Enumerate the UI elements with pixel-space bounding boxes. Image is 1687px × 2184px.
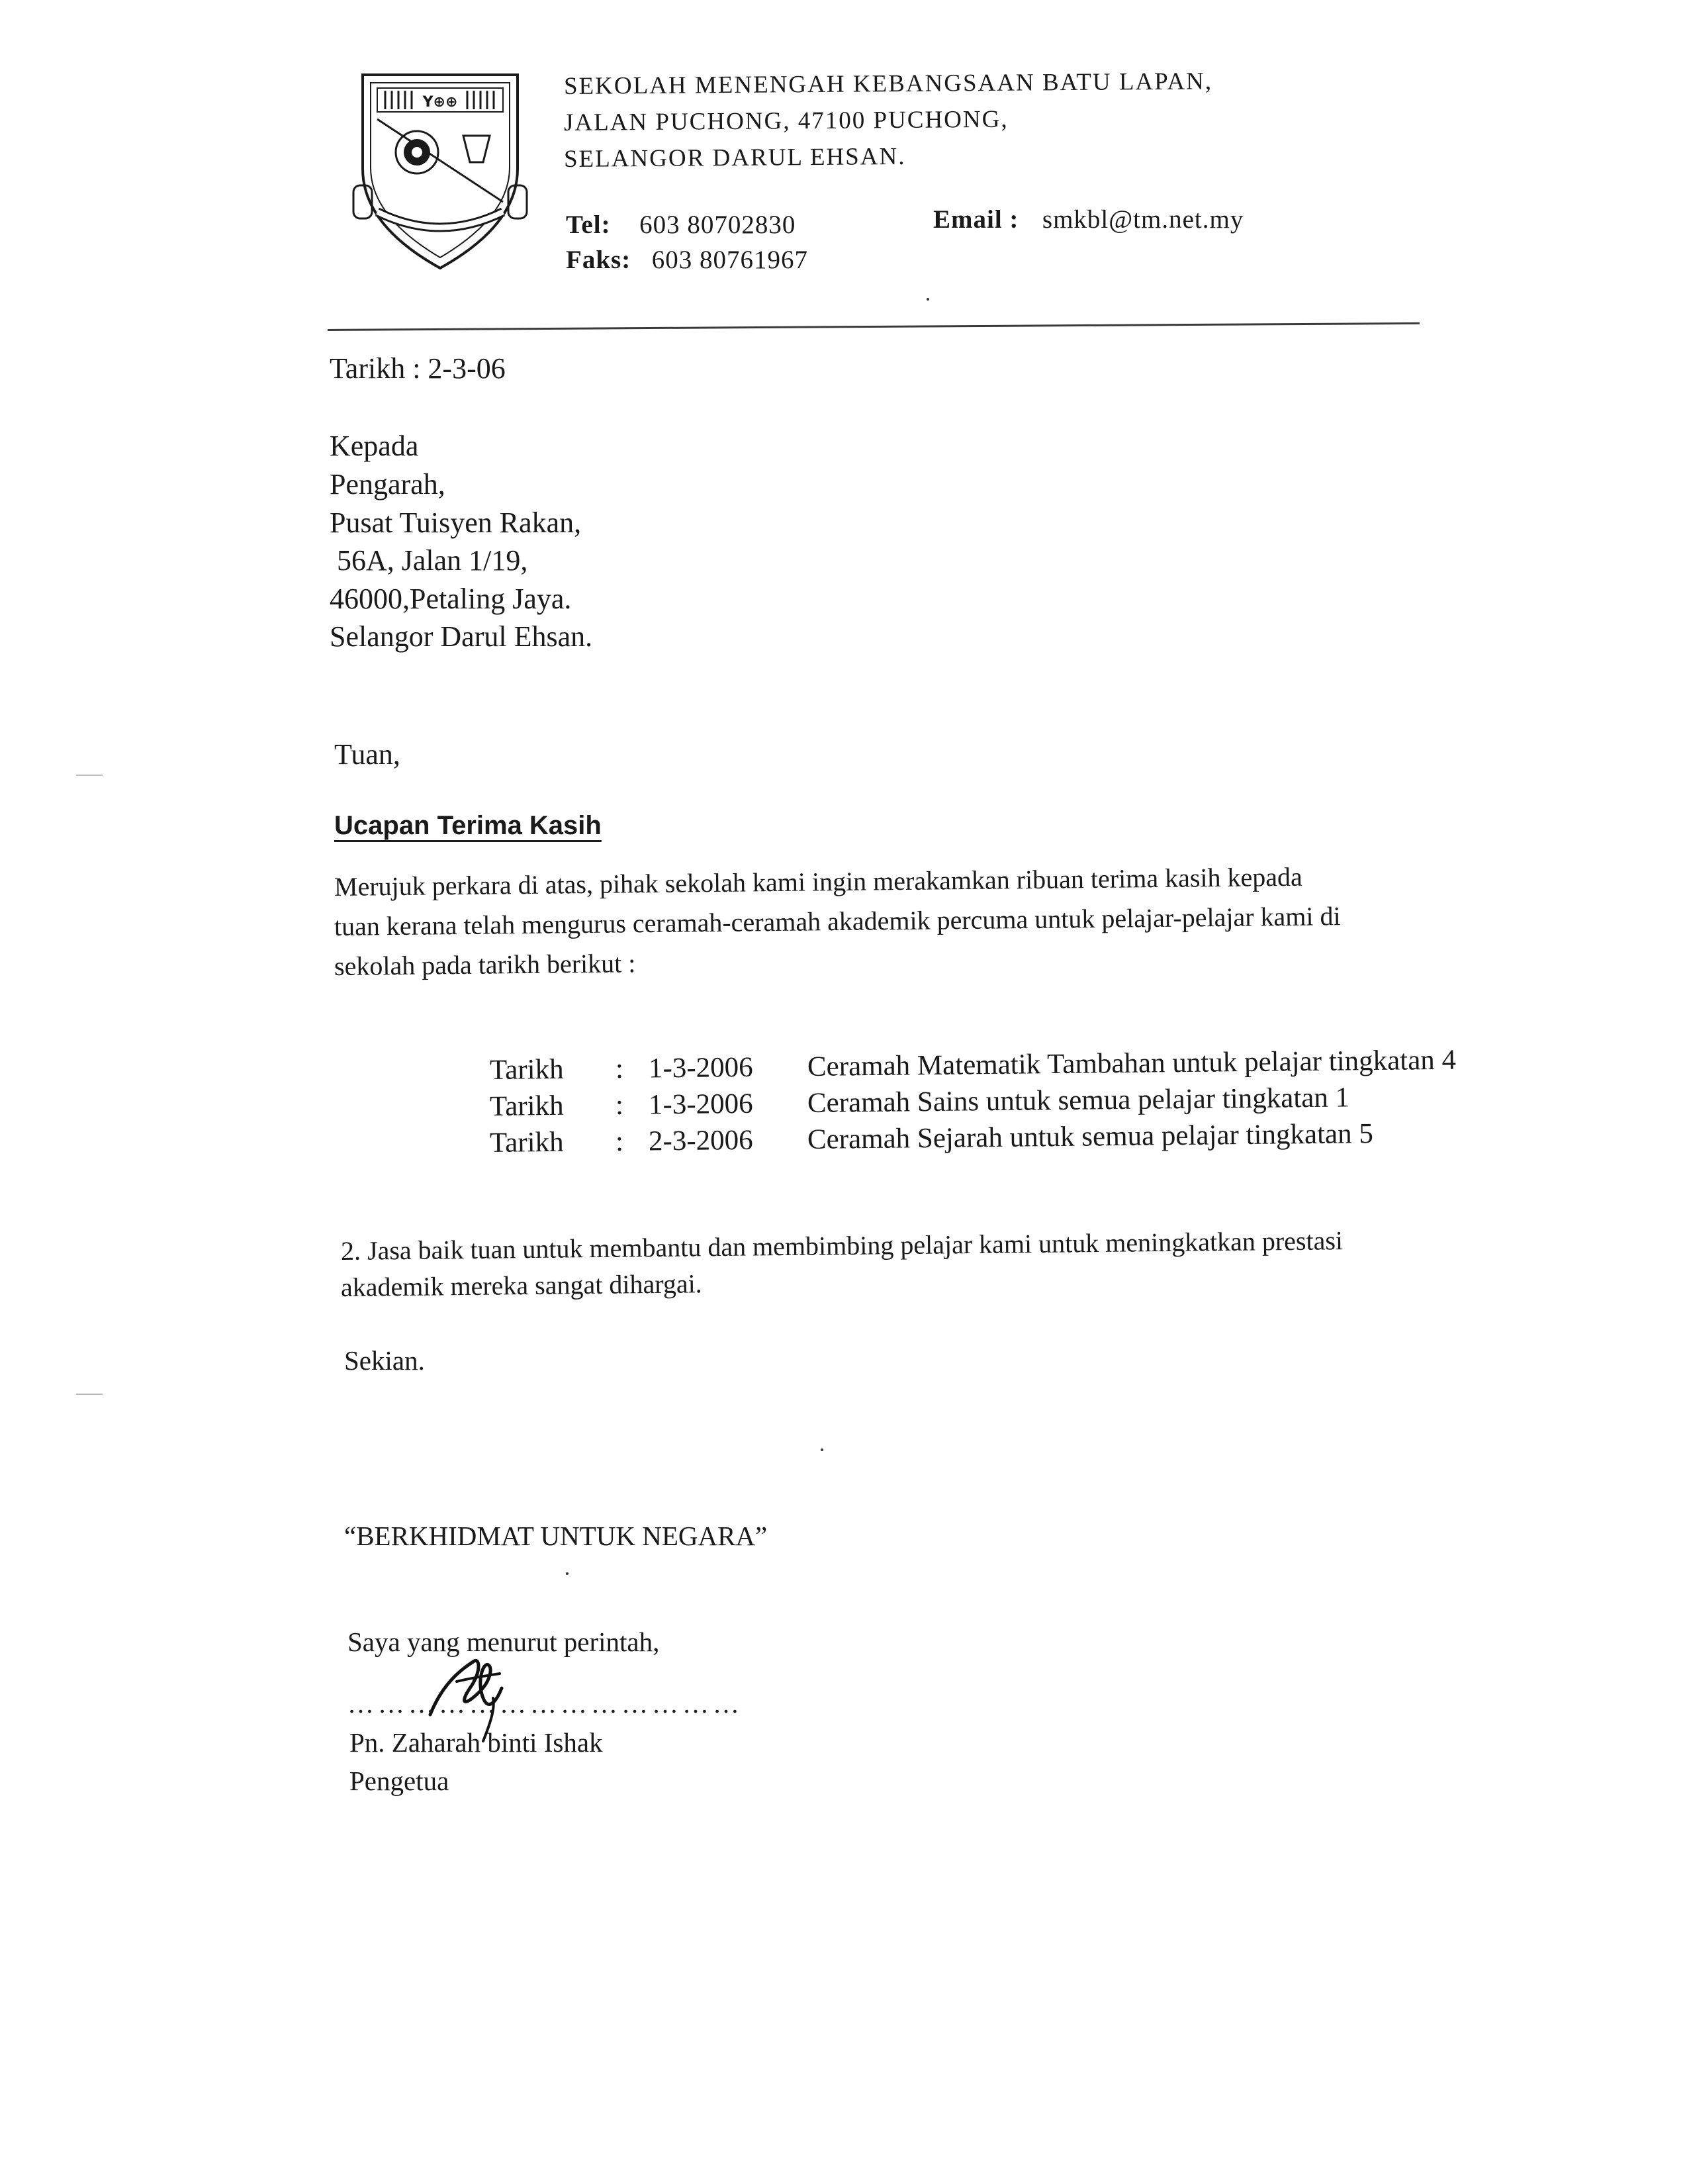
lecture-label: Tarikh <box>489 1053 564 1086</box>
telephone-label: Tel: <box>566 211 611 239</box>
lecture-row <box>490 1083 1350 1121</box>
signatory-name: Pn. Zaharah binti Ishak <box>349 1727 603 1758</box>
lecture-description: Ceramah Matematik Tambahan untuk pelajar tingkatan 4 <box>807 1044 1457 1082</box>
lecture-date: 2-3-2006 <box>648 1124 753 1157</box>
fax-number: 603 80761967 <box>651 246 808 274</box>
lecture-date: 1-3-2006 <box>648 1088 753 1121</box>
email-row <box>933 207 1244 232</box>
fax-label: Faks: <box>566 246 631 274</box>
email-address: smkbl@tm.net.my <box>1042 205 1244 234</box>
lecture-description: Ceramah Sejarah untuk semua pelajar tingkatan 5 <box>807 1118 1374 1155</box>
school-address-line-1: JALAN PUCHONG, 47100 PUCHONG, <box>563 105 1009 136</box>
lecture-row <box>490 1119 1373 1157</box>
lecture-description: Ceramah Sains untuk semua pelajar tingkatan 1 <box>807 1082 1350 1119</box>
recipient-line-5: 46000,Petaling Jaya. <box>330 583 572 615</box>
letter-subject: Ucapan Terima Kasih <box>334 811 602 840</box>
motto: “BERKHIDMAT UNTUK NEGARA” <box>344 1521 768 1551</box>
email-label: Email : <box>933 205 1019 234</box>
recipient-line-4: 56A, Jalan 1/19, <box>330 544 528 577</box>
paragraph-1-line-2: tuan kerana telah mengurus ceramah-ceramah akademik percuma untuk pelajar-pelajar kami di <box>334 901 1341 941</box>
header-divider <box>328 322 1420 331</box>
school-crest-logo <box>351 70 529 275</box>
lecture-label: Tarikh <box>489 1126 564 1159</box>
lecture-colon: : <box>615 1125 624 1158</box>
closing: Sekian. <box>344 1345 425 1376</box>
scan-speck <box>821 1448 823 1451</box>
lecture-row <box>490 1046 1456 1084</box>
telephone-number: 603 80702830 <box>639 211 796 239</box>
recipient-line-1: Kepada <box>330 430 419 462</box>
sign-off: Saya yang menurut perintah, <box>347 1627 660 1657</box>
recipient-line-6: Selangor Darul Ehsan. <box>330 620 593 653</box>
school-name: SEKOLAH MENENGAH KEBANGSAAN BATU LAPAN, <box>563 68 1213 100</box>
svg-text:Y⊕⊕: Y⊕⊕ <box>422 94 458 111</box>
telephone-row <box>566 212 796 238</box>
paragraph-1-line-1: Merujuk perkara di atas, pihak sekolah kami ingin merakamkan ribuan terima kasih kepada <box>334 861 1302 902</box>
recipient-line-2: Pengarah, <box>330 468 445 500</box>
lecture-date: 1-3-2006 <box>648 1051 753 1084</box>
margin-mark <box>76 1394 103 1395</box>
signature-line: ………………………………… <box>347 1689 743 1719</box>
salutation: Tuan, <box>334 738 400 771</box>
paragraph-2-line-1: 2. Jasa baik tuan untuk membantu dan membimbing pelajar kami untuk meningkatkan prestasi <box>340 1225 1344 1266</box>
letter-date: Tarikh : 2-3-06 <box>330 352 506 385</box>
lecture-colon: : <box>615 1053 624 1085</box>
margin-mark <box>76 775 103 776</box>
scan-speck <box>927 298 929 301</box>
school-address-line-2: SELANGOR DARUL EHSAN. <box>563 142 906 173</box>
lecture-label: Tarikh <box>489 1090 564 1122</box>
signatory-title: Pengetua <box>349 1766 449 1796</box>
paragraph-1-line-3: sekolah pada tarikh berikut : <box>334 948 636 981</box>
lecture-colon: : <box>615 1089 624 1121</box>
paragraph-2-line-2: akademik mereka sangat dihargai. <box>340 1268 702 1302</box>
recipient-line-3: Pusat Tuisyen Rakan, <box>330 506 582 539</box>
fax-row <box>566 247 808 273</box>
scan-speck <box>566 1572 569 1575</box>
